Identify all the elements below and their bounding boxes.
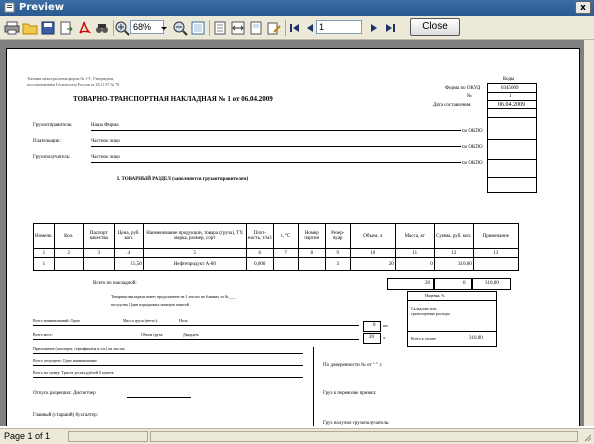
total-mass: 0 [463, 281, 466, 286]
table-cell: 3 [325, 258, 350, 271]
table-header: Примечание [473, 224, 518, 249]
table-cell: 12 [434, 249, 473, 258]
table-header: Масса, кг [395, 224, 434, 249]
transport-label: Складские или транспортные расходы [411, 306, 450, 316]
table-header: Цена, руб. коп. [114, 224, 143, 249]
qty-value: 20 [369, 335, 374, 340]
chevron-down-icon[interactable] [160, 20, 168, 36]
table-header: Паспорт качества [83, 224, 114, 249]
status-bar [0, 428, 594, 444]
qty-box [363, 321, 381, 332]
document-title: ТОВАРНО-ТРАНСПОРТНАЯ НАКЛАДНАЯ № 1 от 06.04.2009 [73, 95, 273, 103]
total-sum: 310,00 [485, 281, 499, 286]
table-header: Номер партии [298, 224, 325, 249]
print-icon[interactable] [4, 20, 20, 36]
table-cell [273, 258, 298, 271]
codes-line [487, 100, 537, 101]
names-total: Всего наименований: Один [33, 318, 80, 323]
zoom-in-icon[interactable] [114, 20, 130, 36]
first-page-icon[interactable] [287, 20, 303, 36]
goods-continuation: поседства Один порядковых номеров записей [111, 302, 190, 307]
totals-line [407, 331, 497, 332]
single-page-icon[interactable] [212, 20, 228, 36]
codes-line [487, 108, 537, 109]
qty-unit: л. [383, 335, 386, 340]
date-value: 06.04.2009 [498, 102, 525, 108]
table-cell: 9 [325, 249, 350, 258]
export-icon[interactable] [58, 20, 74, 36]
page-status: Page 1 of 1 [4, 431, 51, 441]
page-width-icon[interactable] [230, 20, 246, 36]
status-cell [150, 431, 578, 442]
table-cell [83, 258, 114, 271]
fit-page-icon[interactable] [190, 20, 206, 36]
released-by-label: Отпуск разрешил: Диспетчер [33, 391, 96, 396]
zoom-out-icon[interactable] [172, 20, 188, 36]
form-line [91, 146, 461, 147]
form-line [33, 377, 303, 378]
table-header: t, °C [273, 224, 298, 249]
codes-line [487, 177, 537, 178]
table-header: Номенк. [34, 224, 55, 249]
receiver-value: Частное лицо [91, 155, 120, 160]
table-header: Объем, л [350, 224, 395, 249]
table-header: Плот- ность, т/м3 [246, 224, 273, 249]
totals-line [407, 300, 497, 301]
qty-value: 0 [373, 323, 376, 328]
form-line [33, 339, 359, 340]
cargo-received-label: Груз получил грузополучатель: [323, 421, 390, 426]
table-cell: 0 [395, 258, 434, 271]
signature-line [127, 397, 191, 398]
table-cell: 2 [54, 249, 83, 258]
codes-line [487, 139, 537, 140]
window-close-button[interactable]: x [575, 1, 591, 14]
okpo-label: по ОКПО [462, 145, 483, 150]
table-cell: 20 [350, 258, 395, 271]
payer-label: Плательщик: [33, 139, 61, 144]
total-pay-label: Всего к оплате [411, 336, 437, 341]
page-setup-icon[interactable] [248, 20, 264, 36]
okud-code: 0345009 [501, 86, 519, 91]
okud-label: Форма по ОКУД [445, 86, 481, 91]
table-cell [473, 258, 518, 271]
codes-line [487, 117, 537, 118]
total-pay-value: 310,00 [469, 336, 483, 341]
total-box [433, 278, 473, 290]
table-header: Кол. [54, 224, 83, 249]
table-cell: 15,50 [114, 258, 143, 271]
form-line [33, 325, 359, 326]
qty-unit: шт. [383, 323, 389, 328]
cargo-accepted-label: Груз к перевозке принял: [323, 391, 377, 396]
form-line [33, 353, 303, 354]
edit-icon[interactable] [266, 20, 282, 36]
places-total: Всего мест: [33, 332, 53, 337]
resize-grip-icon[interactable] [582, 432, 592, 442]
table-cell [54, 258, 83, 271]
attachments-line: Приложение (паспорта, сертификаты и т.п.) на листах [33, 346, 125, 351]
vertical-divider [313, 347, 314, 426]
table-cell: Нефтепродукт А-80 [143, 258, 246, 271]
mass-label: Масса груза (нетто): [123, 318, 158, 323]
table-cell: 0,000 [246, 258, 273, 271]
vertical-scrollbar[interactable] [584, 40, 594, 426]
doc-number-label: № [467, 94, 472, 99]
volume-label: Объем груза: [141, 332, 164, 337]
zoom-select[interactable]: 68% [130, 20, 164, 34]
preview-viewport[interactable] [0, 40, 594, 426]
app-icon [4, 2, 15, 13]
table-cell [298, 258, 325, 271]
close-button[interactable]: Close [410, 18, 460, 36]
okpo-label: по ОКПО [462, 129, 483, 134]
status-cell [68, 431, 148, 442]
find-icon[interactable] [94, 20, 110, 36]
table-cell: 13 [473, 249, 518, 258]
section-title: I. ТОВАРНЫЙ РАЗДЕЛ (заполняется грузоотправителем) [117, 177, 249, 182]
goods-table [33, 223, 519, 271]
volume-value: Двадцать [183, 332, 199, 337]
table-cell: 6 [246, 249, 273, 258]
title-bar [0, 0, 594, 16]
next-page-icon[interactable] [366, 20, 382, 36]
form-line [91, 162, 461, 163]
payer-value: Частное лицо [91, 139, 120, 144]
last-page-icon[interactable] [382, 20, 398, 36]
released-line: Всего отпущено: Одно наименование [33, 358, 97, 363]
form-line [91, 130, 461, 131]
toolbar [0, 16, 594, 40]
form-note: Типовая межотраслевая форма № 1-Т. Утверждена [27, 76, 114, 81]
total-volume: 20 [425, 281, 430, 286]
save-icon[interactable] [40, 20, 56, 36]
table-cell: 4 [114, 249, 143, 258]
table-cell: 1 [34, 249, 55, 258]
markup-label: Наценка, % [425, 293, 445, 298]
proxy-line: По доверенности № от " " г. [323, 363, 383, 368]
codes-line [487, 92, 537, 93]
table-cell: 5 [143, 249, 246, 258]
okpo-label: по ОКПО [462, 161, 483, 166]
table-cell: 1 [34, 258, 55, 271]
mass-value: Ноль [179, 318, 188, 323]
table-row [34, 258, 519, 271]
table-header: Резер- вуар [325, 224, 350, 249]
total-label: Всего по накладной: [93, 281, 137, 286]
table-header: Сумма, руб. коп. [434, 224, 473, 249]
sender-value: Наша Фирма [91, 123, 119, 128]
page-number-input[interactable]: 1 [316, 20, 362, 34]
window-title: Preview [19, 2, 65, 13]
form-note: постановлением Госкомстата России от 28.11.97 № 78 [27, 82, 120, 87]
table-cell: 310,00 [434, 258, 473, 271]
table-header: Наименование продукции, товара (груза), ТУ, марка, размер, сорт [143, 224, 246, 249]
codes-line [487, 159, 537, 160]
form-line [33, 365, 303, 366]
toolbar-separator [209, 20, 210, 36]
table-cell: 8 [298, 249, 325, 258]
date-label: Дата составления [433, 103, 471, 108]
doc-number-value: 1 [509, 94, 512, 99]
goods-continuation: Товарная накладная имеет продолжение на 1 листах на бланках за № ___ [111, 294, 236, 299]
receiver-label: Грузополучатель: [33, 155, 71, 160]
table-cell: 3 [83, 249, 114, 258]
table-cell: 7 [273, 249, 298, 258]
sender-label: Грузоотправитель: [33, 123, 73, 128]
pdf-icon[interactable] [76, 20, 92, 36]
document-page [6, 48, 580, 426]
table-cell: 11 [395, 249, 434, 258]
open-folder-icon[interactable] [22, 20, 38, 36]
toolbar-separator [285, 20, 286, 36]
codes-header: Коды [503, 77, 515, 82]
sum-line: Всего на сумму: Триста десять рублей 0 копеек [33, 370, 114, 375]
table-cell: 10 [350, 249, 395, 258]
chief-accountant-label: Главный (старший) бухгалтер: [33, 413, 98, 418]
